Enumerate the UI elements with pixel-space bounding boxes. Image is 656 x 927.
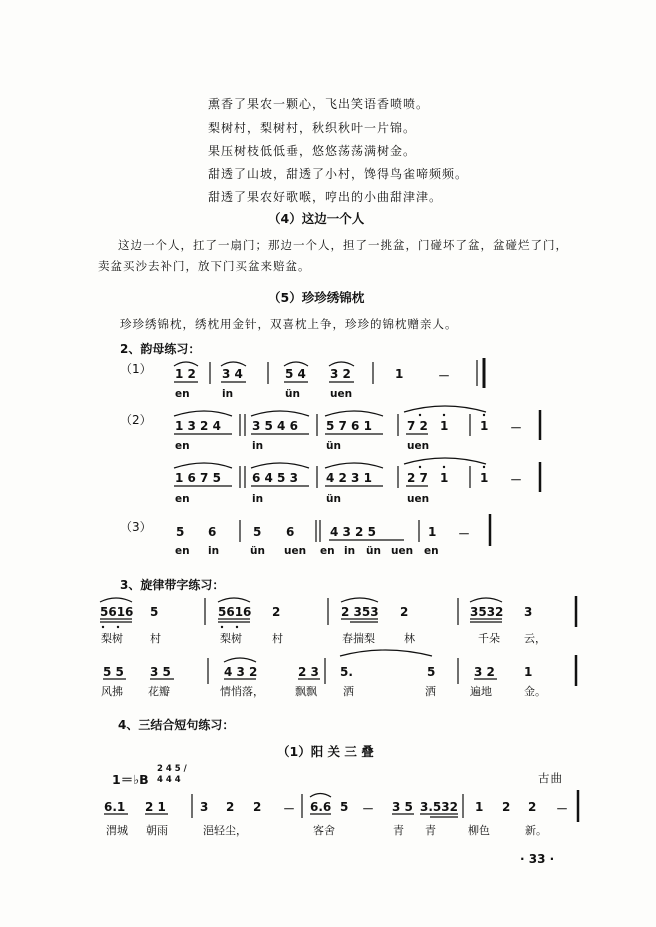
- note-group: 2 1: [145, 800, 166, 814]
- lyric: 风拂: [101, 685, 123, 698]
- section-4-title: （4）这边一个人: [268, 211, 365, 226]
- syllable: en: [424, 545, 439, 557]
- lyric: 村: [272, 632, 283, 645]
- heading-vowel-practice: 2、韵母练习：: [120, 342, 201, 356]
- syllable: ün: [285, 388, 300, 400]
- note-group: 4 3 2: [224, 665, 258, 679]
- note-group: 5 5: [103, 665, 124, 679]
- lyric: 云，: [524, 632, 546, 645]
- note: 5: [427, 665, 436, 679]
- note-group: 4 2 3 1: [326, 471, 372, 485]
- rest-dash: －: [283, 802, 296, 816]
- syllable: in: [344, 545, 356, 557]
- syllable: uen: [284, 545, 307, 557]
- lyric: 浥轻尘，: [203, 824, 247, 837]
- section-5-text: 珍珍绣锦枕，绣枕用金针，双喜枕上争，珍珍的锦枕赠亲人。: [120, 317, 458, 331]
- note: 1: [428, 525, 437, 539]
- note-group: 3 2: [330, 367, 351, 381]
- page-number: · 33 ·: [520, 852, 555, 866]
- poem-line-5: 甜透了果农好歌喉，哼出的小曲甜津津。: [208, 190, 443, 204]
- lyric: 渭城: [106, 824, 128, 837]
- syllable: ün: [326, 493, 341, 505]
- lyric: 梨树: [220, 632, 242, 645]
- note: 1: [524, 665, 533, 679]
- note: 2: [400, 605, 409, 619]
- note-group: 5 7 6 1: [326, 419, 372, 433]
- note-group: 5 4: [285, 367, 306, 381]
- poem-line-1: 熏香了果农一颗心，飞出笑语香喷喷。: [208, 97, 430, 111]
- lyric: 金。: [524, 685, 546, 698]
- exercise-label-1: （1）: [120, 362, 152, 376]
- note-group: 1 6 7 5: [175, 471, 221, 485]
- lyric: 梨树: [101, 632, 123, 645]
- slur: [174, 362, 198, 366]
- slur: [341, 598, 378, 602]
- note: 2: [502, 800, 511, 814]
- slur: [310, 794, 331, 798]
- note-group: 5616: [218, 605, 252, 619]
- octave-dot: [483, 414, 485, 416]
- poem-line-2: 梨树村，梨树村，秋织秋叶一片锦。: [208, 121, 417, 135]
- slur: [404, 406, 486, 412]
- key-signature: 1＝♭B: [112, 772, 149, 787]
- note-group: －: [438, 369, 451, 383]
- rest-dash: －: [510, 421, 523, 435]
- rest-dash: －: [556, 802, 569, 816]
- syllable: ün: [250, 545, 265, 557]
- note-group: 3532: [470, 605, 504, 619]
- lyric: 花瓣: [148, 685, 170, 698]
- note-group: 6.1: [104, 800, 126, 814]
- note: 2: [253, 800, 262, 814]
- note-group: 4 3 2 5: [330, 525, 376, 539]
- note: 5: [340, 800, 349, 814]
- lyric: 朝雨: [146, 824, 168, 837]
- lyric: 洒: [343, 685, 354, 698]
- lyric: 林: [404, 632, 415, 645]
- note: 2: [528, 800, 537, 814]
- song-title: （1）阳 关 三 叠: [277, 744, 374, 759]
- lyric: 青: [393, 824, 404, 837]
- note: 6: [208, 525, 217, 539]
- lyric: 春揣梨: [342, 632, 375, 645]
- syllable: ün: [366, 545, 381, 557]
- section-4-text-1: 这边一个人，扛了一扇门；那边一个人，担了一挑盆，门碰坏了盆，盆碰烂了门，: [118, 238, 568, 252]
- lyric: 遍地: [470, 685, 492, 698]
- slur: [329, 362, 354, 366]
- rest-dash: －: [458, 527, 471, 541]
- note-group: 7 2: [407, 419, 428, 433]
- slur: [340, 650, 432, 656]
- note: 3: [524, 605, 533, 619]
- section-5-title: （5）珍珍绣锦枕: [268, 290, 365, 305]
- octave-dot: [443, 414, 445, 416]
- poem-line-4: 甜透了山坡，甜透了小村，馋得鸟雀啼频频。: [208, 167, 469, 181]
- syllable: en: [175, 440, 190, 452]
- note: 2: [272, 605, 281, 619]
- lyric: 柳色: [468, 824, 490, 837]
- lyric: 新。: [525, 824, 547, 837]
- note: 1: [480, 419, 489, 433]
- note-group: 3 5 4 6: [252, 419, 298, 433]
- note-group: 3 4: [222, 367, 243, 381]
- octave-dot: [443, 466, 445, 468]
- heading-combined-practice: 4、三结合短句练习：: [118, 718, 235, 732]
- syllable: uen: [407, 440, 430, 452]
- syllable: uen: [407, 493, 430, 505]
- note: 3: [200, 800, 209, 814]
- slur: [174, 411, 232, 416]
- note-group: 3 2: [474, 665, 495, 679]
- note-group: 1 2: [175, 367, 196, 381]
- section-4-text-2: 卖盆买沙去补门，放下门买盆来赔盆。: [98, 259, 311, 273]
- syllable: ün: [326, 440, 341, 452]
- syllable: in: [252, 493, 264, 505]
- note-group: 2 7: [407, 471, 428, 485]
- time-signature: 2 4 5 / 4 4 4: [157, 764, 187, 785]
- octave-dot: [419, 414, 421, 416]
- note: 1: [440, 419, 449, 433]
- note-group: 1 3 2 4: [175, 419, 221, 433]
- lyric: 情悄落，: [220, 685, 264, 698]
- slur: [221, 362, 246, 366]
- slur: [224, 658, 256, 662]
- syllable: en: [175, 388, 190, 400]
- slur: [218, 598, 250, 602]
- poem-line-3: 果压树枝低低垂，悠悠荡荡满树金。: [208, 144, 417, 158]
- octave-dot: [102, 626, 104, 628]
- syllable: en: [320, 545, 335, 557]
- slur: [251, 411, 309, 416]
- note: 6: [286, 525, 295, 539]
- octave-dot: [221, 626, 223, 628]
- syllable: in: [208, 545, 220, 557]
- note: 1: [440, 471, 449, 485]
- note-group: 3 5: [392, 800, 413, 814]
- note-group: 2 3: [298, 665, 319, 679]
- lyric: 青: [425, 824, 436, 837]
- octave-dot: [236, 626, 238, 628]
- note-group: 5616: [100, 605, 134, 619]
- note-group: 6.6: [310, 800, 332, 814]
- note: 1: [480, 471, 489, 485]
- note: 5: [176, 525, 185, 539]
- slur: [325, 463, 383, 468]
- slur: [174, 463, 232, 468]
- note: 2: [226, 800, 235, 814]
- lyric: 洒: [425, 685, 436, 698]
- lyric: 村: [150, 632, 161, 645]
- exercise-label-2: （2）: [120, 413, 152, 427]
- syllable: en: [175, 493, 190, 505]
- slur: [100, 598, 132, 602]
- note-group: 1: [395, 367, 404, 381]
- syllable: in: [252, 440, 264, 452]
- slur: [470, 598, 502, 602]
- lyric: 飘飘: [295, 685, 317, 698]
- octave-dot: [483, 466, 485, 468]
- exercise-label-3: （3）: [120, 520, 152, 534]
- syllable: uen: [330, 388, 353, 400]
- note: 5: [253, 525, 262, 539]
- slur: [284, 362, 308, 366]
- note: 5: [150, 605, 159, 619]
- note: 5.: [340, 665, 353, 679]
- note: 1: [475, 800, 484, 814]
- slur: [404, 458, 486, 464]
- lyric: 客舍: [313, 824, 335, 837]
- note-group: 2 353: [341, 605, 379, 619]
- note-group: 3.532: [420, 800, 458, 814]
- style-label: 古曲: [538, 771, 563, 785]
- slur: [325, 411, 383, 416]
- octave-dot: [117, 626, 119, 628]
- slur: [251, 463, 309, 468]
- note-group: 3 5: [150, 665, 171, 679]
- rest-dash: －: [362, 802, 375, 816]
- syllable: uen: [391, 545, 414, 557]
- note-group: 6 4 5 3: [252, 471, 298, 485]
- heading-melody-practice: 3、旋律带字练习：: [120, 578, 225, 592]
- syllable: in: [222, 388, 234, 400]
- octave-dot: [419, 466, 421, 468]
- lyric: 千朵: [478, 632, 500, 645]
- syllable: en: [175, 545, 190, 557]
- rest-dash: －: [510, 473, 523, 487]
